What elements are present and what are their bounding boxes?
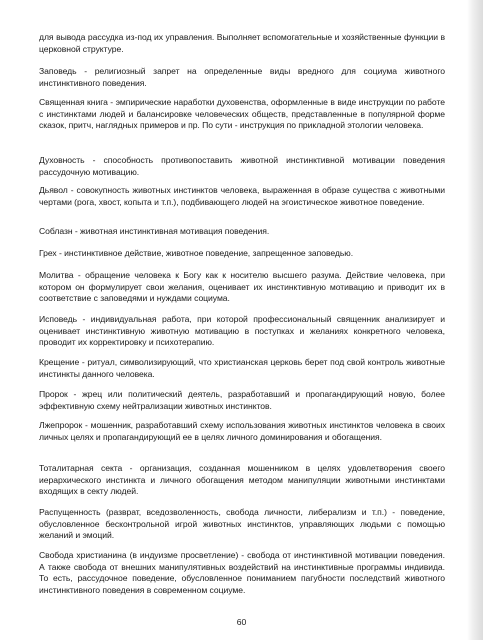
- paragraph: Соблазн - животная инстинктивная мотивация поведения.: [39, 226, 270, 236]
- paragraph: Тоталитарная секта - организация, созданная мошенником в целях удовлетворения своего иерархического инстинкта и личного обогащения методом манипуляции животными инстинктами входящих в секту людей.: [39, 463, 445, 497]
- paragraph: Крещение - ритуал, символизирующий, что христианская церковь берет под свой контроль животные инстинкты данного человека.: [39, 357, 445, 379]
- paragraph: Священная книга - эмпирические наработки духовенства, оформленные в виде инструкции по работе с инстинктами людей и балансировке человеческих обществ, представленные в популярной форме сказок, притч, наглядных примеров и пр. По сути - инструкция по прикладной этологии человека.: [39, 97, 445, 131]
- paragraph: Свобода христианина (в индуизме просветление) - свобода от инстинктивной мотивации поведения. А также свобода от внешних манипулятивных воздействий на инстинктивные программы индивида. То есть, рассудочное поведение, обусловленное пониманием пагубности последствий животного инстинктивного поведения в современном социуме.: [39, 550, 445, 595]
- paragraph: Молитва - обращение человека к Богу как к носителю высшего разума. Действие человека, при котором он формулирует свои желания, оценивает их инстинктивную мотивацию и приводит их в соответствие с заповедями и нуждами социума.: [39, 270, 445, 304]
- page-number: 60: [236, 617, 247, 627]
- paragraph: Лжепророк - мошенник, разработавший схему использования животных инстинктов человека в своих личных целях и пропагандирующий ее в целях личного доминирования и обогащения.: [39, 420, 445, 442]
- page-edge-shadow: [467, 0, 483, 640]
- paragraph: Пророк - жрец или политический деятель, разработавший и пропагандирующий новую, более эффективную схему нейтрализации животных инстинктов.: [39, 389, 445, 411]
- paragraph: Духовность - способность противопоставить животной инстинктивной мотивации поведения рассудочную мотивацию.: [39, 155, 445, 177]
- paragraph: Исповедь - индивидуальная работа, при которой профессиональный священник анализирует и оценивает инстинктивную животную мотивацию в поступках и желаниях конкретного человека, проводит их корректировку и психотерапию.: [39, 314, 445, 348]
- paragraph: Грех - инстинктивное действие, животное поведение, запрещенное заповедью.: [39, 248, 354, 258]
- paragraph: для вывода рассудка из-под их управления. Выполняет вспомогательные и хозяйственные функции в церковной структуре.: [39, 32, 445, 54]
- paragraph: Дьявол - совокупность животных инстинктов человека, выраженная в образе существа с животными чертами (рога, хвост, копыта и т.п.), подбивающего людей на эгоистическое животное поведение.: [39, 185, 445, 207]
- paragraph: Распущенность (разврат, вседозволенность, свобода личности, либерализм и т.п.) - поведение, обусловленное бесконтрольной игрой животных инстинктов, управляющих людьми с помощью желаний и эмоций.: [39, 507, 445, 541]
- paragraph: Заповедь - религиозный запрет на определенные виды вредного для социума животного инстинктивного поведения.: [39, 66, 445, 88]
